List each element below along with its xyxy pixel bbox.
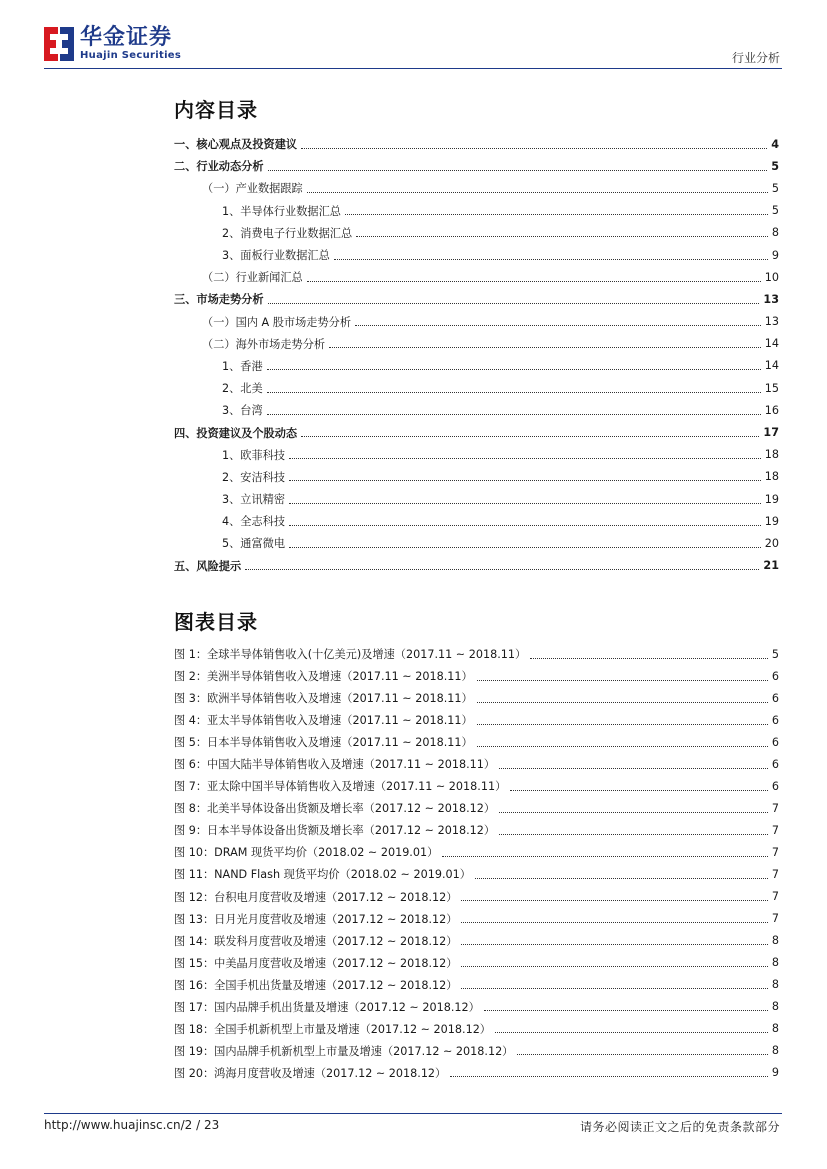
toc-entry-page: 8: [771, 226, 779, 240]
dot-leader: [289, 458, 761, 459]
toc-entry[interactable]: [174, 333, 779, 355]
toc-title: 内容目录: [174, 98, 258, 122]
figure-entry-label: 图 2：美洲半导体销售收入及增速（2017.11 ~ 2018.11）: [174, 670, 473, 684]
figure-entry-page: 7: [771, 890, 779, 904]
figure-entry[interactable]: [174, 775, 779, 797]
dot-leader: [461, 988, 767, 989]
figure-entry-page: 8: [771, 978, 779, 992]
toc-entry-label: （二）海外市场走势分析: [202, 337, 326, 351]
dot-leader: [245, 569, 759, 570]
figure-entry-label: 图 3：欧洲半导体销售收入及增速（2017.11 ~ 2018.11）: [174, 692, 473, 706]
dot-leader: [477, 746, 768, 747]
toc-entry-page: 13: [763, 292, 779, 306]
toc-entry-page: 18: [764, 448, 779, 462]
dot-leader: [477, 702, 768, 703]
toc-entry-label: 二、行业动态分析: [174, 160, 264, 174]
dot-leader: [499, 812, 768, 813]
toc-entry-label: 四、投资建议及个股动态: [174, 426, 298, 440]
dot-leader: [267, 414, 761, 415]
toc-entry-label: 三、市场走势分析: [174, 293, 264, 307]
toc-entry-page: 5: [771, 181, 779, 195]
toc-entry-page: 14: [764, 337, 779, 351]
figure-entry-label: 图 1：全球半导体销售收入(十亿美元)及增速（2017.11 ~ 2018.11）: [174, 648, 527, 662]
dot-leader: [355, 325, 761, 326]
dot-leader: [267, 369, 761, 370]
figure-entry[interactable]: [174, 819, 779, 841]
dot-leader: [461, 922, 767, 923]
toc-entry-label: （一）国内 A 股市场走势分析: [202, 315, 352, 329]
toc-entry-label: 3、面板行业数据汇总: [222, 249, 330, 263]
dot-leader: [484, 1010, 768, 1011]
dot-leader: [334, 259, 768, 260]
figure-entry[interactable]: [174, 996, 779, 1018]
toc-entry-label: （二）行业新闻汇总: [202, 271, 303, 285]
figure-entry-label: 图 6：中国大陆半导体销售收入及增速（2017.11 ~ 2018.11）: [174, 758, 496, 772]
dot-leader: [442, 856, 768, 857]
figure-entry[interactable]: [174, 1062, 779, 1084]
figure-entry-label: 图 4：亚太半导体销售收入及增速（2017.11 ~ 2018.11）: [174, 714, 473, 728]
dot-leader: [307, 192, 768, 193]
toc-entry-page: 18: [764, 470, 779, 484]
dot-leader: [345, 214, 768, 215]
figure-entry-page: 8: [771, 934, 779, 948]
figure-entry-page: 6: [771, 757, 779, 771]
toc-entry[interactable]: [174, 200, 779, 222]
figure-entry-label: 图 9：日本半导体设备出货额及增长率（2017.12 ~ 2018.12）: [174, 824, 496, 838]
figure-entry-label: 图 16：全国手机出货量及增速（2017.12 ~ 2018.12）: [174, 978, 458, 992]
toc-entry[interactable]: [174, 555, 779, 577]
figure-entry-label: 图 10：DRAM 现货平均价（2018.02 ~ 2019.01）: [174, 846, 439, 860]
figure-entry-label: 图 5：日本半导体销售收入及增速（2017.11 ~ 2018.11）: [174, 736, 473, 750]
figure-entry[interactable]: [174, 1018, 779, 1040]
toc-entry[interactable]: [174, 488, 779, 510]
toc-entry[interactable]: [174, 510, 779, 532]
dot-leader: [268, 170, 768, 171]
toc-entry-page: 19: [764, 514, 779, 528]
dot-leader: [289, 525, 761, 526]
figure-entry-page: 7: [771, 912, 779, 926]
toc-entry-page: 16: [764, 403, 779, 417]
toc-entry-label: 五、风险提示: [174, 559, 242, 573]
figure-entry-page: 8: [771, 1000, 779, 1014]
figure-entry[interactable]: [174, 753, 779, 775]
toc-entry[interactable]: [174, 355, 779, 377]
dot-leader: [289, 503, 761, 504]
dot-leader: [268, 303, 760, 304]
figure-entry-page: 5: [771, 647, 779, 661]
figure-entry[interactable]: [174, 952, 779, 974]
dot-leader: [517, 1054, 768, 1055]
figure-entry[interactable]: [174, 643, 779, 665]
toc-entry[interactable]: [174, 399, 779, 421]
dot-leader: [477, 680, 768, 681]
figure-entry-label: 图 20：鸿海月度营收及增速（2017.12 ~ 2018.12）: [174, 1066, 447, 1080]
figure-entry-label: 图 14：联发科月度营收及增速（2017.12 ~ 2018.12）: [174, 934, 458, 948]
toc-entry-label: 一、核心观点及投资建议: [174, 138, 298, 152]
dot-leader: [356, 236, 768, 237]
toc-entry-label: 4、全志科技: [222, 515, 286, 529]
toc-entry-label: 2、消费电子行业数据汇总: [222, 226, 353, 240]
toc-entry-page: 19: [764, 492, 779, 506]
list-of-figures: [174, 643, 779, 1084]
toc-entry-page: 17: [763, 426, 779, 440]
company-logo: [44, 26, 181, 61]
footer-page-indicator: 2 / 23: [184, 1118, 220, 1132]
figure-entry-label: 图 11：NAND Flash 现货平均价（2018.02 ~ 2019.01）: [174, 868, 471, 882]
figure-entry[interactable]: [174, 797, 779, 819]
figure-entry[interactable]: [174, 908, 779, 930]
toc-entry-page: 9: [771, 248, 779, 262]
figure-entry[interactable]: [174, 731, 779, 753]
report-type-label: 行业分析: [731, 51, 780, 65]
figure-entry-page: 8: [771, 1044, 779, 1058]
toc-entry-page: 10: [764, 270, 779, 284]
page-header: [0, 0, 827, 70]
footer-divider: [44, 1113, 782, 1114]
figure-entry[interactable]: [174, 886, 779, 908]
logo-english-name: Huajin Securities: [80, 50, 182, 61]
figure-entry[interactable]: [174, 841, 779, 863]
toc-entry[interactable]: [174, 266, 779, 288]
toc-entry-label: 2、安洁科技: [222, 470, 286, 484]
dot-leader: [307, 281, 761, 282]
toc-entry-page: 20: [764, 536, 779, 550]
figures-title: 图表目录: [174, 610, 258, 634]
table-of-contents: [174, 133, 779, 577]
toc-entry[interactable]: [174, 222, 779, 244]
toc-entry-page: 21: [763, 559, 779, 573]
footer-url[interactable]: http://www.huajinsc.cn/: [44, 1118, 185, 1132]
toc-entry[interactable]: [174, 421, 779, 443]
toc-entry-label: 1、香港: [222, 359, 263, 373]
figure-entry-page: 9: [771, 1066, 779, 1080]
toc-entry-page: 15: [764, 381, 779, 395]
figure-entry-label: 图 15：中美晶月度营收及增速（2017.12 ~ 2018.12）: [174, 956, 458, 970]
dot-leader: [461, 900, 767, 901]
toc-entry-label: 2、北美: [222, 382, 263, 396]
toc-entry-label: 3、台湾: [222, 404, 263, 418]
dot-leader: [267, 392, 761, 393]
figure-entry[interactable]: [174, 863, 779, 885]
toc-entry[interactable]: [174, 377, 779, 399]
figure-entry-page: 8: [771, 956, 779, 970]
header-divider: [44, 68, 782, 69]
dot-leader: [450, 1076, 768, 1077]
dot-leader: [329, 347, 761, 348]
toc-entry-page: 4: [771, 137, 779, 151]
figure-entry-label: 图 8：北美半导体设备出货额及增长率（2017.12 ~ 2018.12）: [174, 802, 496, 816]
toc-entry[interactable]: [174, 244, 779, 266]
toc-entry-page: 13: [764, 315, 779, 329]
figure-entry[interactable]: [174, 709, 779, 731]
figure-entry-page: 6: [771, 669, 779, 683]
toc-entry-label: 1、半导体行业数据汇总: [222, 204, 341, 218]
figure-entry-page: 6: [771, 713, 779, 727]
dot-leader: [461, 966, 767, 967]
dot-leader: [289, 547, 761, 548]
figure-entry-page: 6: [771, 735, 779, 749]
figure-entry-page: 7: [771, 823, 779, 837]
dot-leader: [461, 944, 767, 945]
dot-leader: [499, 834, 768, 835]
toc-entry-label: 1、欧菲科技: [222, 448, 286, 462]
figure-entry[interactable]: [174, 665, 779, 687]
toc-entry[interactable]: [174, 133, 779, 155]
dot-leader: [495, 1032, 768, 1033]
figure-entry-label: 图 7：亚太除中国半导体销售收入及增速（2017.11 ~ 2018.11）: [174, 780, 507, 794]
toc-entry-label: 3、立讯精密: [222, 493, 286, 507]
figure-entry[interactable]: [174, 930, 779, 952]
dot-leader: [499, 768, 768, 769]
toc-entry[interactable]: [174, 311, 779, 333]
figure-entry-label: 图 17：国内品牌手机出货量及增速（2017.12 ~ 2018.12）: [174, 1000, 480, 1014]
toc-entry[interactable]: [174, 288, 779, 310]
dot-leader: [301, 148, 767, 149]
toc-entry[interactable]: [174, 177, 779, 199]
figure-entry-label: 图 13：日月光月度营收及增速（2017.12 ~ 2018.12）: [174, 912, 458, 926]
toc-entry[interactable]: [174, 155, 779, 177]
dot-leader: [475, 878, 768, 879]
figure-entry-page: 7: [771, 867, 779, 881]
figure-entry-page: 6: [771, 779, 779, 793]
dot-leader: [477, 724, 768, 725]
dot-leader: [510, 790, 768, 791]
figure-entry[interactable]: [174, 974, 779, 996]
dot-leader: [301, 436, 759, 437]
figure-entry-page: 6: [771, 691, 779, 705]
figure-entry-page: 7: [771, 845, 779, 859]
toc-entry[interactable]: [174, 532, 779, 554]
toc-entry-label: 5、通富微电: [222, 537, 286, 551]
toc-entry-page: 5: [771, 204, 779, 218]
logo-chinese-name: 华金证券: [80, 25, 173, 50]
toc-entry[interactable]: [174, 444, 779, 466]
huajin-logo-icon: [44, 27, 74, 61]
dot-leader: [289, 480, 761, 481]
toc-entry-page: 5: [771, 159, 779, 173]
toc-entry[interactable]: [174, 466, 779, 488]
figure-entry-page: 8: [771, 1022, 779, 1036]
figure-entry-page: 7: [771, 801, 779, 815]
footer-url-page: [44, 1118, 219, 1132]
toc-entry-page: 14: [764, 359, 779, 373]
disclaimer-note: 请务必阅读正文之后的免责条款部分: [579, 1120, 780, 1134]
dot-leader: [530, 658, 768, 659]
figure-entry-label: 图 12：台积电月度营收及增速（2017.12 ~ 2018.12）: [174, 890, 458, 904]
toc-entry-label: （一）产业数据跟踪: [202, 182, 303, 196]
figure-entry[interactable]: [174, 1040, 779, 1062]
figure-entry[interactable]: [174, 687, 779, 709]
figure-entry-label: 图 19：国内品牌手机新机型上市量及增速（2017.12 ~ 2018.12）: [174, 1044, 514, 1058]
figure-entry-label: 图 18：全国手机新机型上市量及增速（2017.12 ~ 2018.12）: [174, 1022, 491, 1036]
